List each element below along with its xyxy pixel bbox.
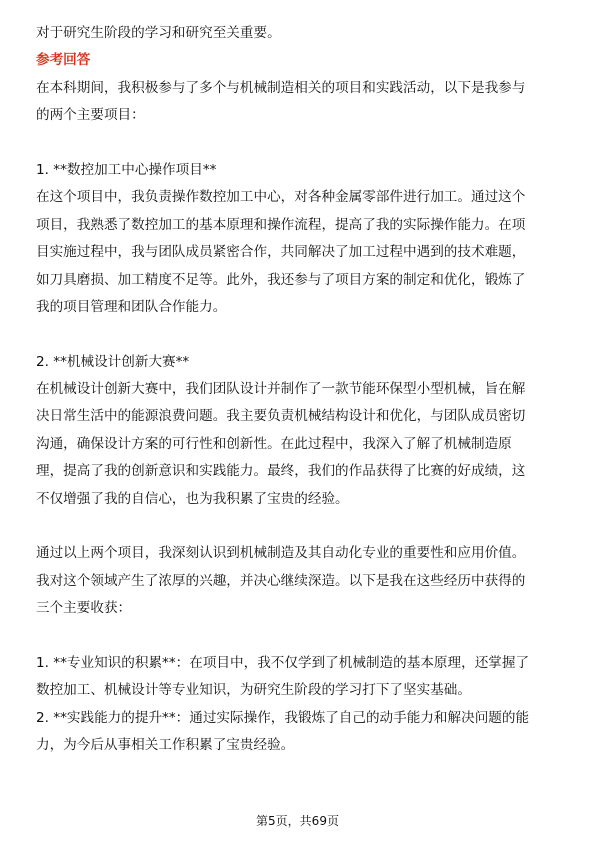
text-line: 通过以上两个项目，我深刻认识到机械制造及其自动化专业的重要性和应用价值。 (36, 545, 526, 562)
text-line: 我对这个领域产生了浓厚的兴趣，并决心继续深造。以下是我在这些经历中获得的 (36, 572, 526, 589)
text-line: 如刀具磨损、加工精度不足等。此外，我还参与了项目方案的制定和优化，锻炼了 (36, 271, 526, 288)
gain-item-2-line: 2. **实践能力的提升**：通过实际操作，我锻炼了自己的动手能力和解决问题的能 (36, 709, 530, 726)
project-2-title: 2. **机械设计创新大赛** (36, 353, 190, 370)
text-line: 沟通，确保设计方案的可行性和创新性。在此过程中，我深入了解了机械制造原 (36, 435, 512, 452)
text-line: 在机械设计创新大赛中，我们团队设计并制作了一款节能环保型小型机械，旨在解 (36, 381, 526, 398)
text-line: 我的项目管理和团队合作能力。 (36, 298, 227, 315)
text-line: 理，提高了我的创新意识和实践能力。最终，我们的作品获得了比赛的好成绩，这 (36, 463, 526, 480)
text-line: 目实施过程中，我与团队成员紧密合作，共同解决了加工过程中遇到的技术难题， (36, 244, 526, 261)
text-line: 三个主要收获： (36, 600, 132, 617)
gain-item-1-line: 1. **专业知识的积累**：在项目中，我不仅学到了机械制造的基本原理，还掌握了 (36, 654, 530, 671)
paragraph-spacer (36, 623, 564, 650)
text-line: 在本科期间，我积极参与了多个与机械制造相关的项目和实践活动，以下是我参与 (36, 79, 526, 96)
text-line: 的两个主要项目： (36, 107, 145, 124)
text-line: 项目，我熟悉了数控加工的基本原理和操作流程，提高了我的实际操作能力。在项 (36, 216, 526, 233)
text-line: 不仅增强了我的自信心，也为我积累了宝贵的经验。 (36, 490, 349, 507)
text-line: 在这个项目中，我负责操作数控加工中心，对各种金属零部件进行加工。通过这个 (36, 189, 526, 206)
paragraph-spacer (36, 130, 564, 157)
document-body (36, 20, 564, 760)
paragraph-spacer (36, 321, 564, 348)
text-line: 决日常生活中的能源浪费问题。我主要负责机械结构设计和优化，与团队成员密切 (36, 408, 526, 425)
answer-heading: 参考回答 (36, 52, 91, 69)
page-number: 第5页，共69页 (256, 814, 339, 828)
text-line: 对于研究生阶段的学习和研究至关重要。 (36, 25, 281, 41)
gain-item-2-line: 力，为今后从事相关工作积累了宝贵经验。 (36, 737, 295, 754)
project-1-title: 1. **数控加工中心操作项目** (36, 161, 217, 178)
gain-item-1-line: 数控加工、机械设计等专业知识，为研究生阶段的学习打下了坚实基础。 (36, 682, 471, 699)
paragraph-spacer (36, 513, 564, 540)
